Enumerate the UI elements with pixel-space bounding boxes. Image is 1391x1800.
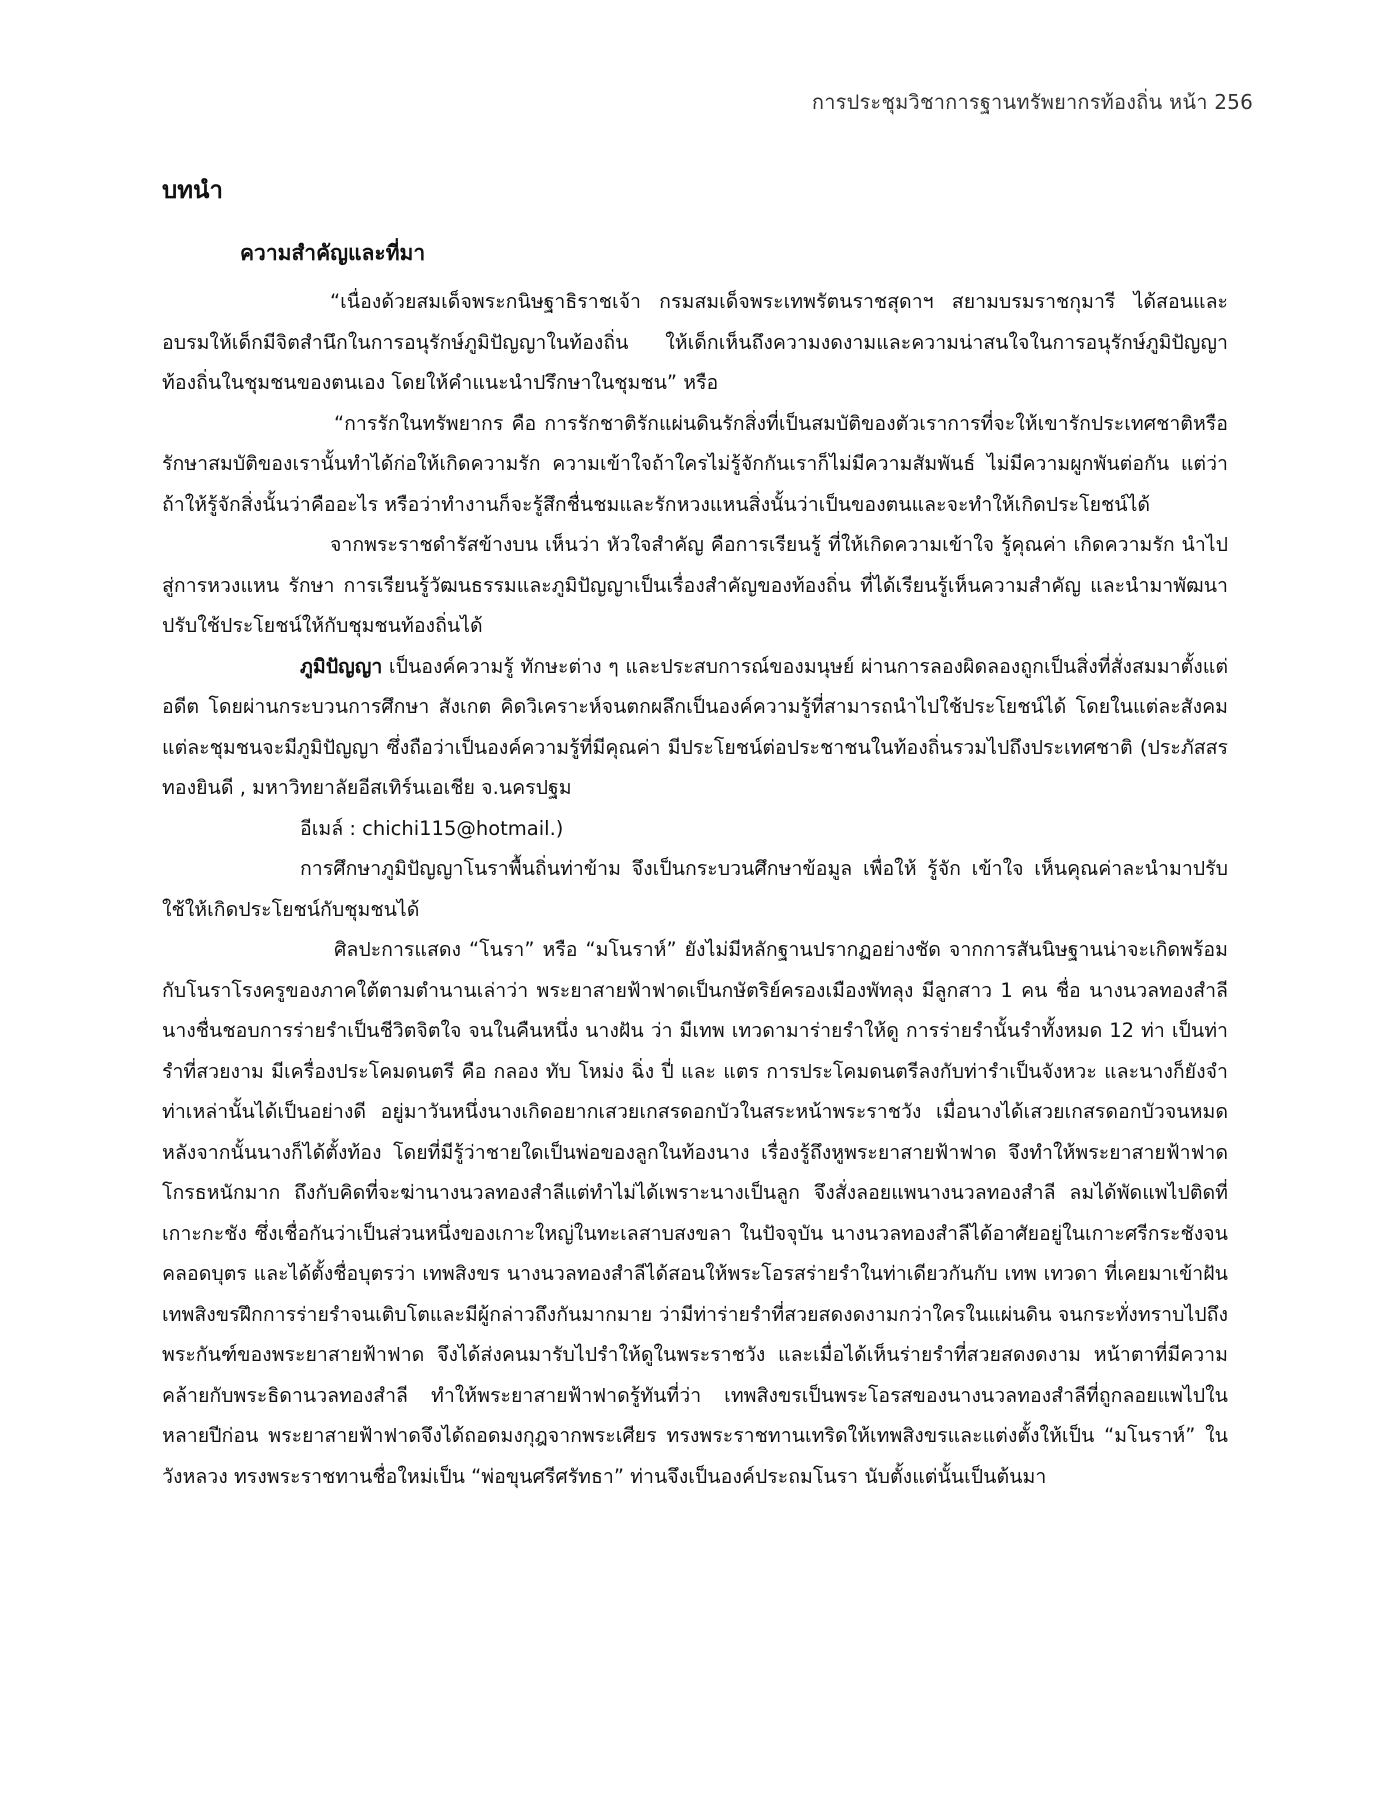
paragraph-resource-quote: “การรักในทรัพยากร คือ การรักชาติรักแผ่นดินรักสิ่งที่เป็นสมบัติของตัวเราการที่จะให้เขารักประเทศชาติหรือรักษาสมบัติของเรานั้นทำได้ก่อให้เกิดความรัก ความเข้าใจถ้าใครไม่รู้จักกันเราก็ไม่มีความสัมพันธ์ ไม่มีความผูกพันต่อกัน แต่ว่าถ้าให้รู้จักสิ่งนั้นว่าคืออะไร หรือว่าทำงานก็จะรู้สึกชื่นชมและรักหวงแหนสิ่งนั้นว่าเป็นของตนและจะทำให้เกิดประโยชน์ได้: [162, 411, 1228, 516]
paragraph-wisdom-definition: [162, 647, 1228, 850]
page-content: [162, 170, 1228, 1497]
wisdom-term: ภูมิปัญญา: [300, 654, 383, 678]
subsection-title: ความสำคัญและที่มา: [240, 241, 426, 265]
paragraph-royal-quote: “เนื่องด้วยสมเด็จพระกนิษฐาธิราชเจ้า กรมสมเด็จพระเทพรัตนราชสุดาฯ สยามบรมราชกุมารี ได้สอนและอบรมให้เด็กมีจิตสำนึกในการอนุรักษ์ภูมิปัญญาในท้องถิ่น ให้เด็กเห็นถึงความงดงามและความน่าสนใจในการอนุรักษ์ภูมิปัญญาท้องถิ่นในชุมชนของตนเอง โดยให้คำแนะนำปรึกษาในชุมชน” หรือ: [162, 290, 1228, 394]
section-title: บทนำ: [162, 176, 223, 204]
paragraph-study-purpose: การศึกษาภูมิปัญญาโนราพื้นถิ่นท่าข้าม จึงเป็นกระบวนศึกษาข้อมูล เพื่อให้ รู้จัก เข้าใจ เห็นคุณค่าละนำมาปรับใช้ให้เกิดประโยชน์กับชุมชนได้: [162, 857, 1228, 921]
paragraph-nora-legend: ศิลปะการแสดง “โนรา” หรือ “มโนราห์” ยังไม่มีหลักฐานปรากฏอย่างชัด จากการสันนิษฐานน่าจะเกิดพร้อมกับโนราโรงครูของภาคใต้ตามตำนานเล่าว่า พระยาสายฟ้าฟาดเป็นกษัตริย์ครองเมืองพัทลุง มีลูกสาว 1 คน ชื่อ นางนวลทองสำลี นางชื่นชอบการร่ายรำเป็นชีวิตจิตใจ จนในคืนหนึ่ง นางฝัน ว่า มีเทพ เทวดามาร่ายรำให้ดู การร่ายรำนั้นรำทั้งหมด 12 ท่า เป็นท่ารำที่สวยงาม มีเครื่องประโคมดนตรี คือ กลอง ทับ โหม่ง ฉิ่ง ปี่ และ แตร การประโคมดนตรีลงกับท่ารำเป็นจังหวะ และนางก็ยังจำท่าเหล่านั้นได้เป็นอย่างดี อยู่มาวันหนึ่งนางเกิดอยากเสวยเกสรดอกบัวในสระหน้าพระราชวัง เมื่อนางได้เสวยเกสรดอกบัวจนหมด หลังจากนั้นนางก็ได้ตั้งท้อง โดยที่มีรู้ว่าชายใดเป็นพ่อของลูกในท้องนาง เรื่องรู้ถึงหูพระยาสายฟ้าฟาด จึงทำให้พระยาสายฟ้าฟาดโกรธหนักมาก ถึงกับคิดที่จะฆ่านางนวลทองสำลีแต่ทำไม่ได้เพราะนางเป็นลูก จึงสั่งลอยแพนางนวลทองสำลี ลมได้พัดแพไปติดที่เกาะกะชัง ซึ่งเชื่อกันว่าเป็นส่วนหนึ่งของเกาะใหญ่ในทะเลสาบสงขลา ในปัจจุบัน นางนวลทองสำลีได้อาศัยอยู่ในเกาะศรีกระชังจนคลอดบุตร และได้ตั้งชื่อบุตรว่า เทพสิงขร นางนวลทองสำลีได้สอนให้พระโอรสร่ายรำในท่าเดียวกันกับ เทพ เทวดา ที่เคยมาเข้าฝัน เทพสิงขรฝึกการร่ายรำจนเติบโตและมีผู้กล่าวถึงกันมากมาย ว่ามีท่าร่ายรำที่สวยสดงดงามกว่าใครในแผ่นดิน จนกระทั่งทราบไปถึงพระกันฑ์ของพระยาสายฟ้าฟาด จึงได้ส่งคนมารับไปรำให้ดูในพระราชวัง และเมื่อได้เห็นร่ายรำที่สวยสดงดงาม หน้าตาที่มีความคล้ายกับพระธิดานวลทองสำลี ทำให้พระยาสายฟ้าฟาดรู้ทันที่ว่า เทพสิงขรเป็นพระโอรสของนางนวลทองสำลีที่ถูกลอยแพไปในหลายปีก่อน พระยาสายฟ้าฟาดจึงได้ถอดมงกุฎจากพระเศียร ทรงพระราชทานเทริดให้เทพสิงขรและแต่งตั้งให้เป็น “มโนราห์” ในวังหลวง ทรงพระราชทานชื่อใหม่เป็น “พ่อขุนศรีศรัทธา” ท่านจึงเป็นองค์ประถมโนรา นับตั้งแต่นั้นเป็นต้นมา: [162, 938, 1228, 1488]
wisdom-definition-text: เป็นองค์ความรู้ ทักษะต่าง ๆ และประสบการณ์ของมนุษย์ ผ่านการลองผิดลองถูกเป็นสิ่งที่สั่งสมมาตั้งแต่อดีต โดยผ่านกระบวนการศึกษา สังเกต คิดวิเคราะห์จนตกผลึกเป็นองค์ความรู้ที่สามารถนำไปใช้ประโยชน์ได้ โดยในแต่ละสังคม แต่ละชุมชนจะมีภูมิปัญญา ซึ่งถือว่าเป็นองค์ความรู้ที่มีคุณค่า มีประโยชน์ต่อประชาชนในท้องถิ่นรวมไปถึงประเทศชาติ (ประภัสสร ทองยินดี , มหาวิทยาลัยอีสเทิร์นเอเชีย จ.นครปฐม: [162, 654, 1228, 799]
paragraph-interpretation: จากพระราชดำรัสข้างบน เห็นว่า หัวใจสำคัญ คือการเรียนรู้ ที่ให้เกิดความเข้าใจ รู้คุณค่า เกิดความรัก นำไปสู่การหวงแหน รักษา การเรียนรู้วัฒนธรรมและภูมิปัญญาเป็นเรื่องสำคัญของท้องถิ่น ที่ได้เรียนรู้เห็นความสำคัญ และนำมาพัฒนาปรับใช้ประโยชน์ให้กับชุมชนท้องถิ่นได้: [162, 533, 1228, 637]
citation-email: อีเมล์ : chichi115@hotmail.): [300, 816, 564, 840]
running-header: การประชุมวิชาการฐานทรัพยากรท้องถิ่น หน้า 256: [811, 90, 1253, 114]
